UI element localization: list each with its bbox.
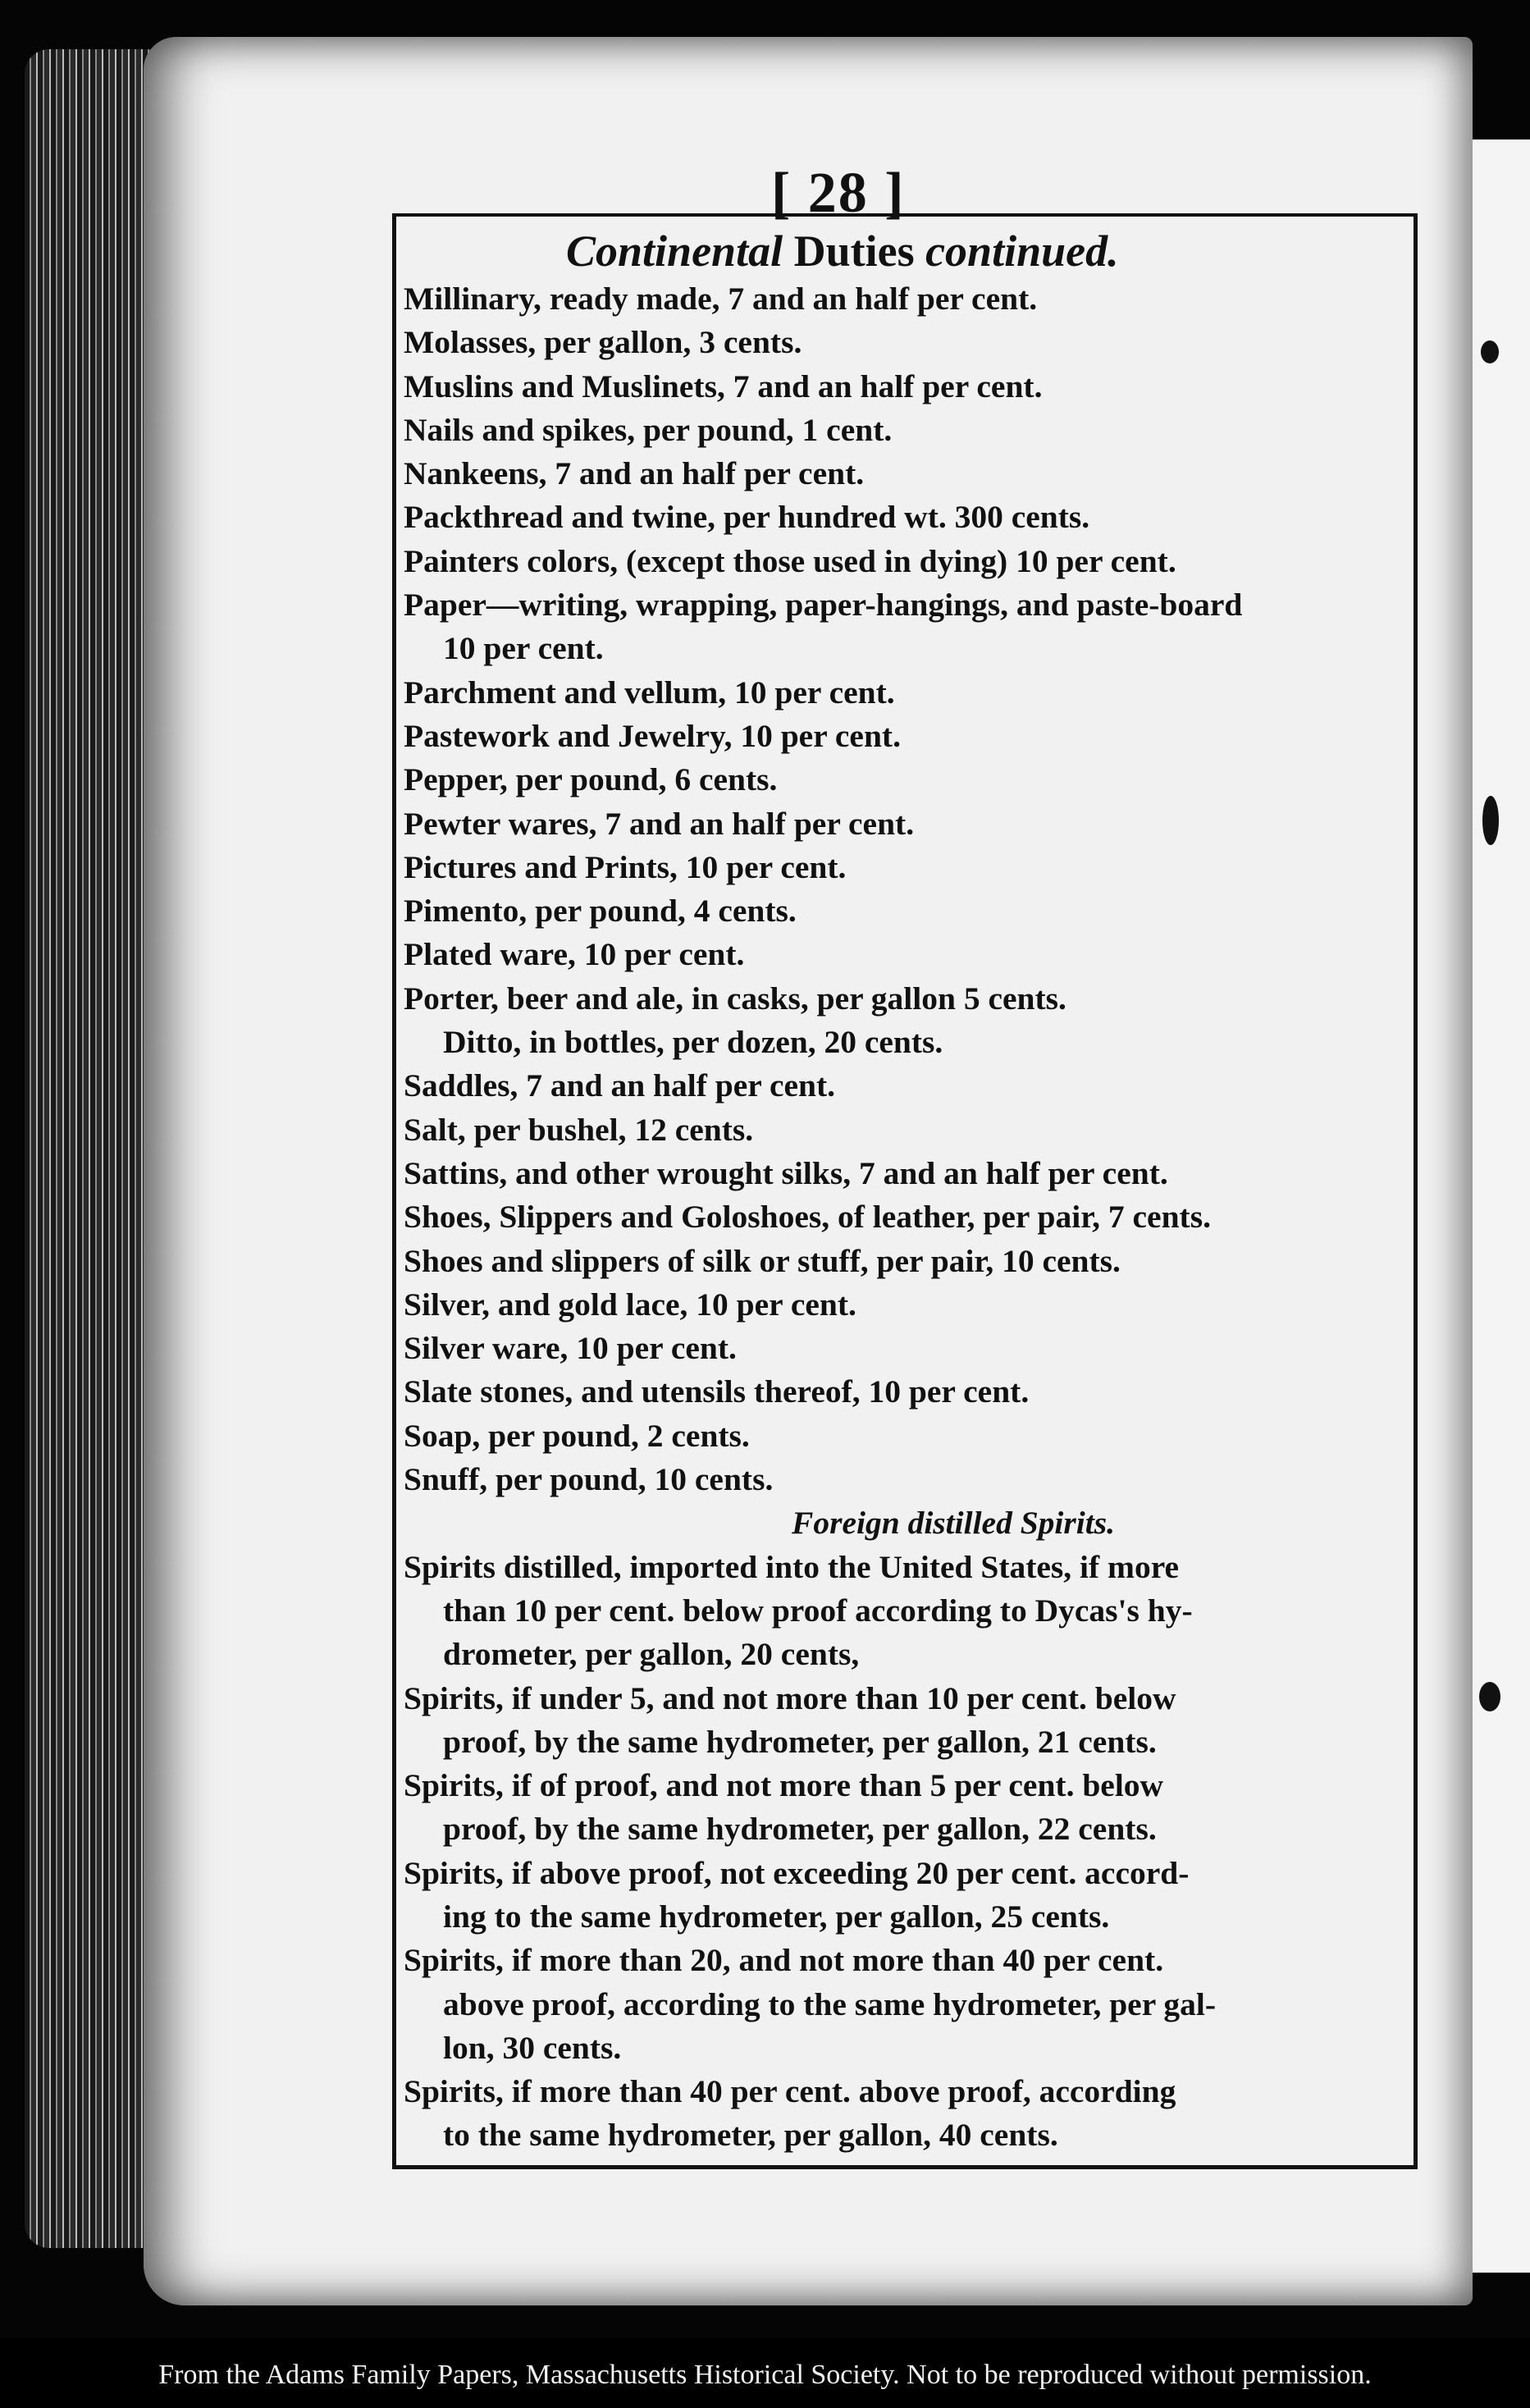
page-heading <box>566 226 1304 276</box>
tariff-line: proof, by the same hydrometer, per gallon, 22 cents. <box>443 1811 1157 1848</box>
tariff-line: above proof, according to the same hydrometer, per gal- <box>443 1985 1217 2022</box>
tariff-line: Shoes and slippers of silk or stuff, per pair, 10 cents. <box>404 1242 1121 1279</box>
tariff-line: Sattins, and other wrought silks, 7 and an half per cent. <box>404 1154 1168 1191</box>
tariff-line: Pepper, per pound, 6 cents. <box>404 761 778 798</box>
tariff-line: Plated ware, 10 per cent. <box>404 936 745 973</box>
tariff-line: 10 per cent. <box>443 630 604 667</box>
tariff-line: Painters colors, (except those used in dying) 10 per cent. <box>404 542 1176 579</box>
tariff-line: Paper—writing, wrapping, paper-hangings, and paste-board <box>404 587 1243 624</box>
tariff-line: Spirits, if more than 40 per cent. above proof, according <box>404 2073 1176 2110</box>
tariff-line: Shoes, Slippers and Goloshoes, of leather, per pair, 7 cents. <box>404 1199 1211 1236</box>
tariff-line: Parchment and vellum, 10 per cent. <box>404 674 895 711</box>
tariff-line: Salt, per bushel, 12 cents. <box>404 1111 754 1148</box>
footer-credit: From the Adams Family Papers, Massachusetts Historical Society. Not to be reproduced without permission. <box>0 2342 1530 2408</box>
tariff-line: Pewter wares, 7 and an half per cent. <box>404 805 915 842</box>
heading-italic: Continental <box>566 226 783 276</box>
tariff-line: Silver ware, 10 per cent. <box>404 1330 737 1367</box>
heading-plain: Duties <box>793 226 915 276</box>
heading-italic-continued: continued. <box>925 226 1119 276</box>
tariff-line: lon, 30 cents. <box>443 2029 622 2066</box>
tariff-line: Pastework and Jewelry, 10 per cent. <box>404 717 901 754</box>
tariff-line: Packthread and twine, per hundred wt. 300 cents. <box>404 499 1090 536</box>
tariff-line: Millinary, ready made, 7 and an half per cent. <box>404 281 1038 317</box>
tariff-line: to the same hydrometer, per gallon, 40 cents. <box>443 2117 1058 2154</box>
tariff-line: Nails and spikes, per pound, 1 cent. <box>404 411 893 448</box>
tariff-line: Soap, per pound, 2 cents. <box>404 1417 750 1454</box>
tariff-line: than 10 per cent. below proof according to Dycas's hy- <box>443 1592 1193 1629</box>
tariff-line: Snuff, per pound, 10 cents. <box>404 1461 774 1498</box>
tariff-list <box>404 277 1404 2158</box>
tariff-line: Porter, beer and ale, in casks, per gallon 5 cents. <box>404 980 1066 1017</box>
tariff-line: Silver, and gold lace, 10 per cent. <box>404 1286 856 1323</box>
tariff-line: Pimento, per pound, 4 cents. <box>404 893 797 930</box>
tariff-line: Nankeens, 7 and an half per cent. <box>404 455 865 492</box>
tariff-line: Pictures and Prints, 10 per cent. <box>404 848 847 885</box>
tariff-line: Saddles, 7 and an half per cent. <box>404 1067 836 1104</box>
tariff-line: Spirits, if under 5, and not more than 10 per cent. below <box>404 1679 1176 1716</box>
section-subheading: Foreign distilled Spirits. <box>792 1505 1115 1542</box>
tariff-line: Molasses, per gallon, 3 cents. <box>404 324 802 361</box>
tariff-line: Spirits, if more than 20, and not more than 40 per cent. <box>404 1942 1164 1979</box>
tariff-line: Spirits, if of proof, and not more than 5 per cent. below <box>404 1767 1164 1804</box>
page-number: [ 28 ] <box>771 162 906 225</box>
tariff-line: Spirits, if above proof, not exceeding 20 per cent. accord- <box>404 1854 1190 1891</box>
tariff-line: ing to the same hydrometer, per gallon, 25 cents. <box>443 1898 1110 1935</box>
tariff-line: drometer, per gallon, 20 cents, <box>443 1636 860 1673</box>
tariff-line: Slate stones, and utensils thereof, 10 per cent. <box>404 1373 1030 1410</box>
tariff-line: Muslins and Muslinets, 7 and an half per cent. <box>404 368 1043 404</box>
right-page-edge <box>1473 139 1530 2273</box>
tariff-line: Spirits distilled, imported into the United States, if more <box>404 1548 1180 1585</box>
tariff-line: Ditto, in bottles, per dozen, 20 cents. <box>443 1024 943 1061</box>
tariff-line: proof, by the same hydrometer, per gallon, 21 cents. <box>443 1723 1157 1760</box>
